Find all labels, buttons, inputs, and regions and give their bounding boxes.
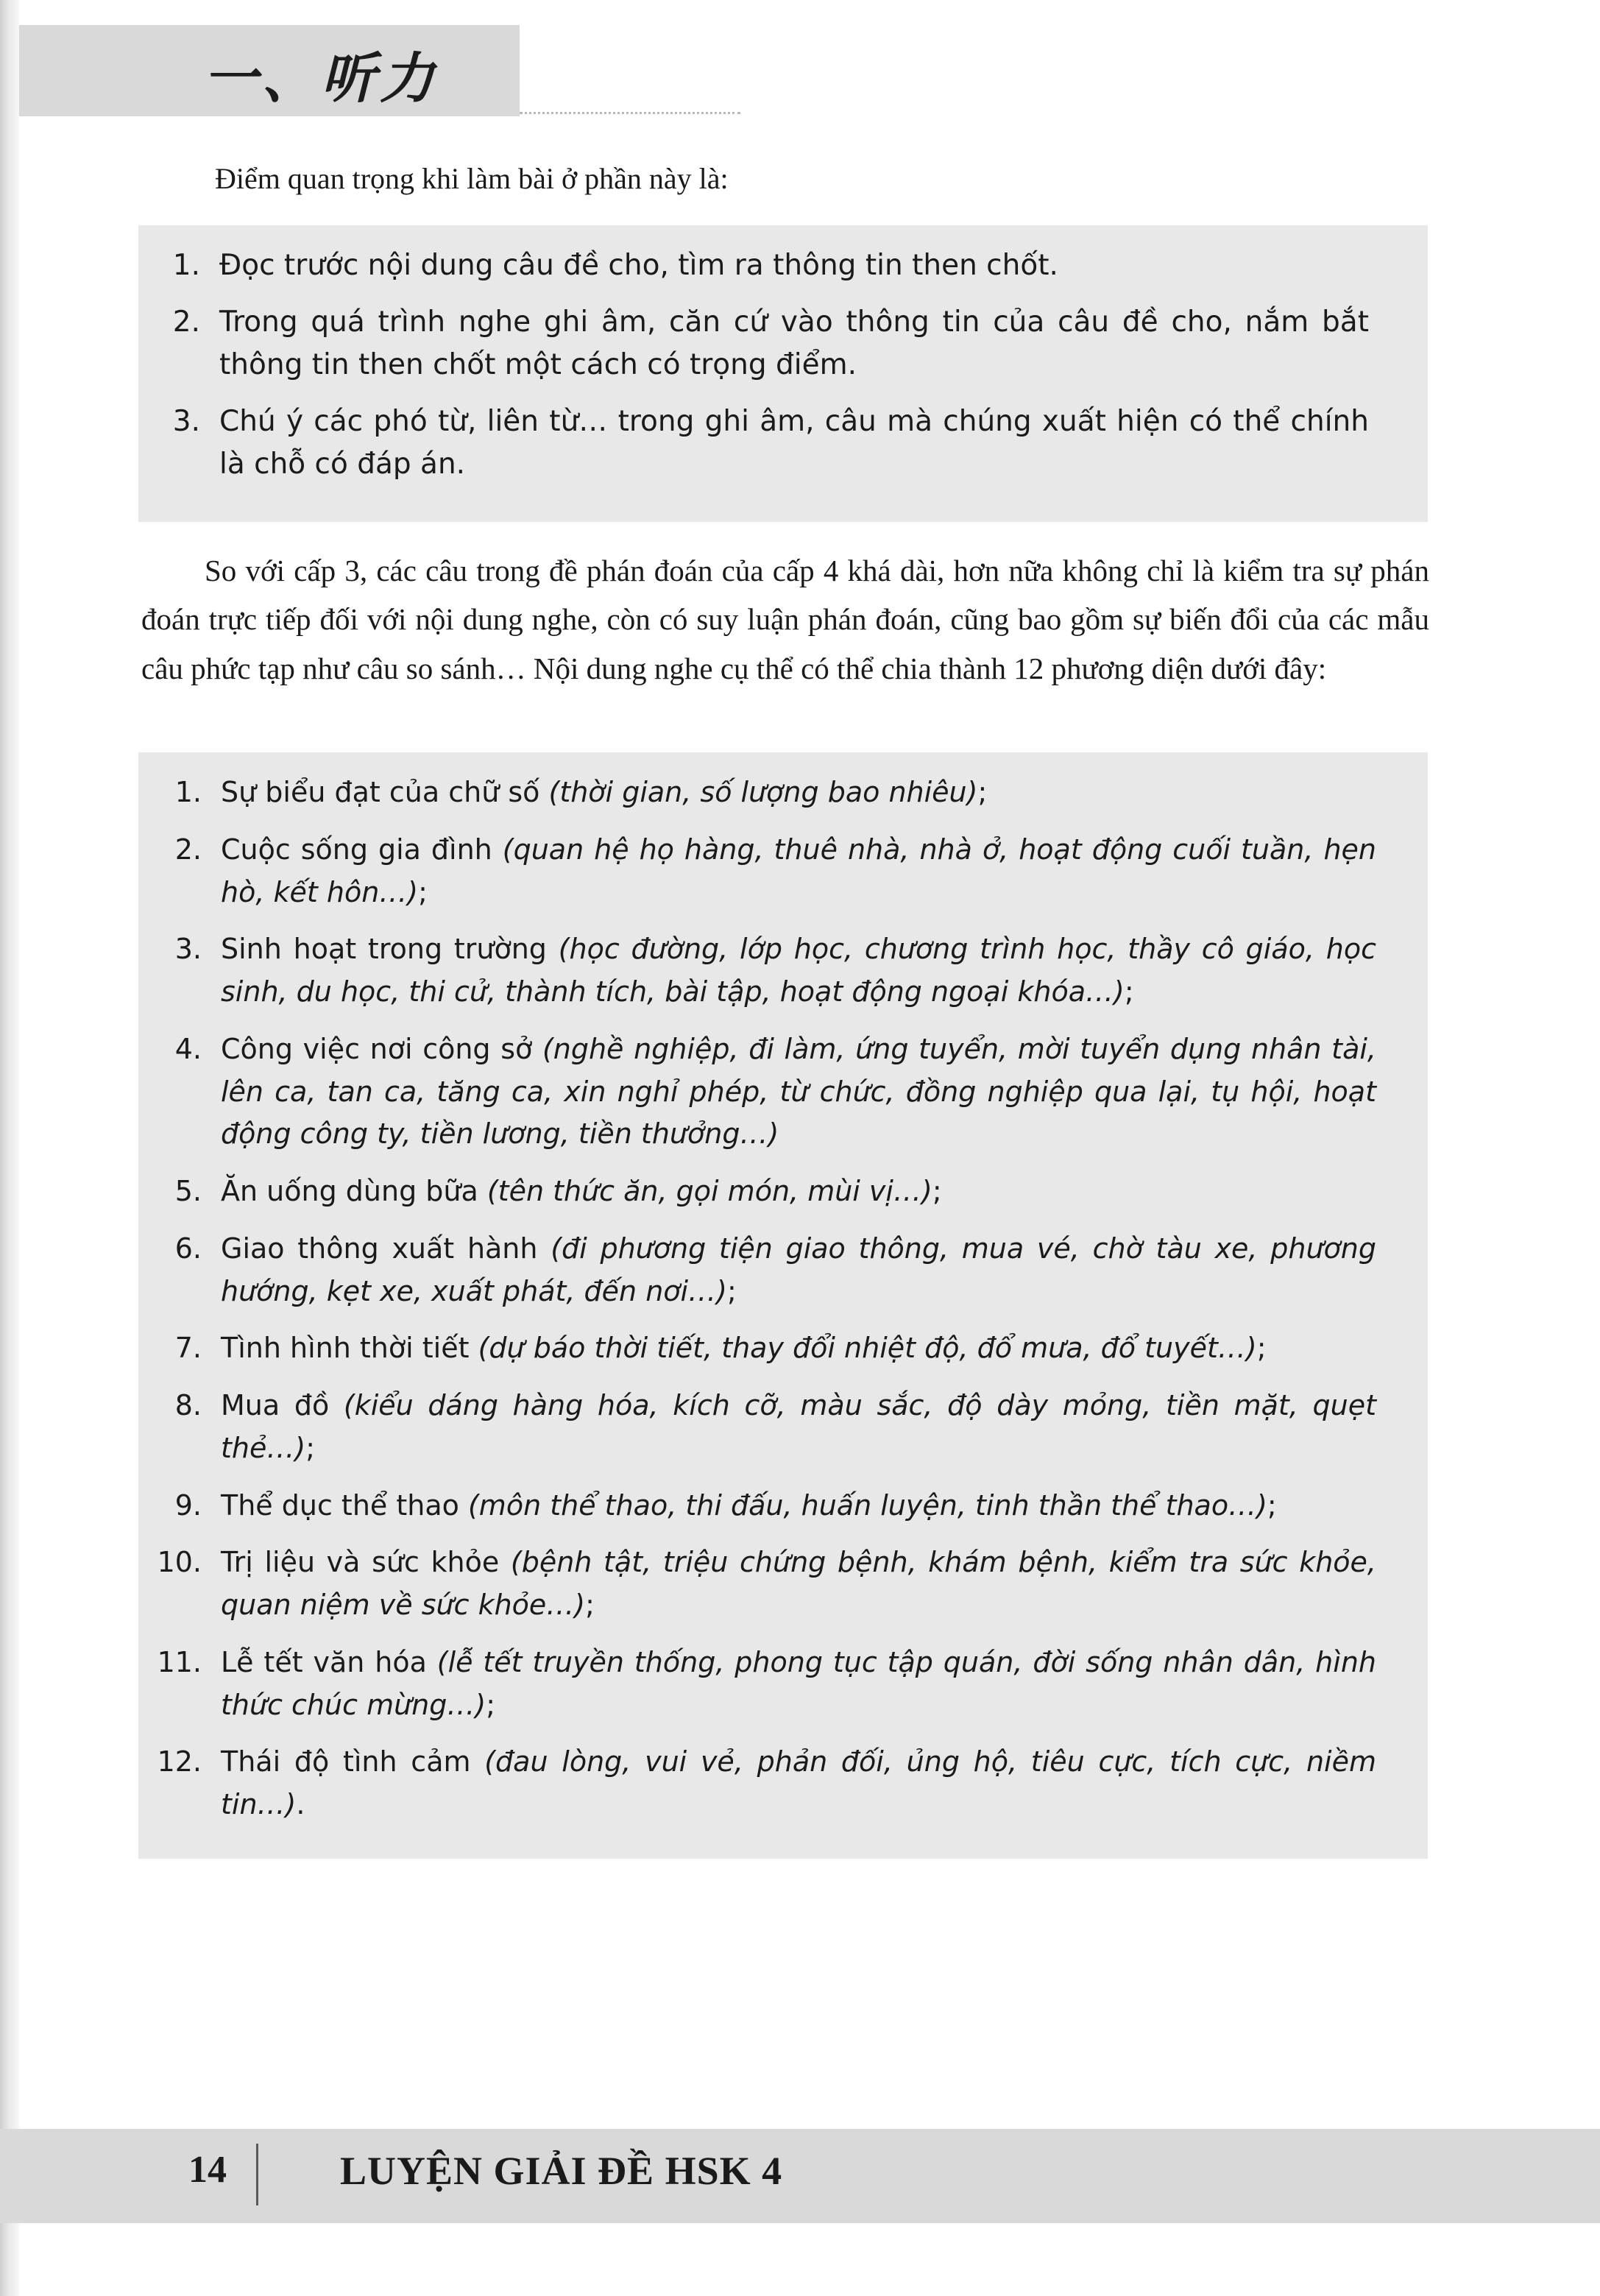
aspect-detail: (lễ tết truyền thống, phong tục tập quán, đời sống nhân dân, hình thức chúc mừng…): [221, 1645, 1376, 1721]
list-item: [138, 1642, 1428, 1727]
list-item: [138, 1170, 1428, 1213]
footer-band: [0, 2129, 1600, 2223]
aspect-terminator: ;: [977, 776, 988, 808]
list-item: [138, 1485, 1428, 1527]
list-item: [138, 301, 1428, 387]
aspect-terminator: .: [296, 1788, 305, 1820]
list-item-text: [221, 829, 1376, 914]
list-item: [138, 1741, 1428, 1826]
section-title: 一、听力: [203, 47, 439, 110]
aspect-label: Công việc nơi công sở: [221, 1032, 542, 1065]
aspect-label: Trị liệu và sức khỏe: [221, 1546, 511, 1579]
aspect-terminator: ;: [932, 1175, 942, 1207]
aspect-detail: (thời gian, số lượng bao nhiêu): [548, 776, 978, 808]
key-points-block: [138, 225, 1428, 522]
list-item-number: 12.: [157, 1745, 202, 1778]
list-item-text: [221, 1485, 1376, 1527]
aspect-label: Thái độ tình cảm: [221, 1745, 485, 1778]
list-item-text: [221, 1028, 1376, 1156]
intro-paragraph: Điểm quan trọng khi làm bài ở phần này là:: [215, 162, 729, 195]
aspect-terminator: ;: [486, 1688, 496, 1721]
list-item-number: 1.: [172, 249, 200, 282]
list-item-number: 2.: [172, 305, 200, 339]
aspect-terminator: ;: [305, 1431, 315, 1464]
body-paragraph: So với cấp 3, các câu trong đề phán đoán của cấp 4 khá dài, hơn nữa không chỉ là kiểm tra sự phán đoán trực tiếp đối với nội dung nghe, còn có suy luận phán đoán, cũng bao gồm sự biến đổi của các mẫu câu phức tạp như câu so sánh… Nội dung nghe cụ thể có thể chia thành 12 phương diện dưới đây:: [141, 554, 1429, 685]
aspect-terminator: ;: [1124, 975, 1134, 1008]
aspect-detail: (nghề nghiệp, đi làm, ứng tuyển, mời tuyển dụng nhân tài, lên ca, tan ca, tăng ca, xin nghỉ phép, từ chức, đồng nghiệp qua lại, tụ hội, hoạt động công ty, tiền lương, tiền thưởng…): [221, 1032, 1376, 1151]
header-dotted-rule: [520, 112, 740, 114]
list-item-text: [221, 1642, 1376, 1727]
list-item-number: 1.: [174, 776, 202, 808]
list-item: [138, 1327, 1428, 1370]
aspect-label: Giao thông xuất hành: [221, 1232, 551, 1265]
section-header-band: [19, 25, 520, 116]
list-item-text: [221, 928, 1376, 1014]
aspect-label: Tình hình thời tiết: [221, 1332, 478, 1365]
footer-divider: [256, 2144, 258, 2205]
aspect-terminator: ;: [1256, 1332, 1267, 1365]
aspect-terminator: ;: [1267, 1488, 1277, 1522]
page-number: 14: [188, 2149, 227, 2191]
list-item: [138, 928, 1428, 1014]
aspect-detail: (tên thức ăn, gọi món, mùi vị…): [486, 1175, 932, 1207]
list-item-number: 3.: [174, 933, 202, 966]
list-item-number: 9.: [174, 1488, 202, 1522]
aspect-detail: (quan hệ họ hàng, thuê nhà, nhà ở, hoạt động cuối tuần, hẹn hò, kết hôn…): [221, 833, 1376, 908]
list-item-text: [221, 1741, 1376, 1826]
list-item-text: [221, 1170, 1376, 1213]
list-item-number: 11.: [157, 1645, 202, 1678]
list-item-text: [221, 1385, 1376, 1470]
list-item-number: 4.: [174, 1032, 202, 1065]
list-item-text: Đọc trước nội dung câu đề cho, tìm ra thông tin then chốt.: [219, 249, 1058, 282]
list-item-number: 2.: [174, 833, 202, 866]
aspect-label: Thể dục thể thao: [221, 1488, 468, 1522]
list-item-text: Trong quá trình nghe ghi âm, căn cứ vào thông tin của câu đề cho, nắm bắt thông tin then chốt một cách có trọng điểm.: [219, 305, 1369, 381]
list-item: [138, 244, 1428, 288]
aspect-detail: (đi phương tiện giao thông, mua vé, chờ tàu xe, phương hướng, kẹt xe, xuất phát, đến nơi…): [221, 1232, 1376, 1307]
aspect-detail: (dự báo thời tiết, thay đổi nhiệt độ, đổ mưa, đổ tuyết…): [478, 1332, 1257, 1365]
aspect-terminator: ;: [418, 875, 428, 908]
aspect-terminator: ;: [585, 1589, 595, 1621]
list-item-text: [221, 1228, 1376, 1313]
aspect-label: Sự biểu đạt của chữ số: [221, 776, 549, 808]
list-item-number: 6.: [174, 1232, 202, 1265]
list-item: [138, 1228, 1428, 1313]
aspect-label: Lễ tết văn hóa: [221, 1645, 437, 1678]
list-item: [138, 400, 1428, 487]
page-edge-strip: [0, 0, 19, 2296]
aspect-detail: (kiểu dáng hàng hóa, kích cỡ, màu sắc, độ dày mỏng, tiền mặt, quẹt thẻ…): [221, 1389, 1377, 1464]
aspect-label: Ăn uống dùng bữa: [221, 1175, 487, 1207]
footer-book-title: LUYỆN GIẢI ĐỀ HSK 4: [340, 2149, 783, 2193]
list-item: [138, 1385, 1428, 1470]
aspects-block: [138, 752, 1428, 1859]
aspect-terminator: ;: [726, 1274, 737, 1307]
list-item: [138, 1541, 1428, 1627]
list-item-text: [221, 1327, 1376, 1370]
aspects-list: [138, 771, 1428, 1826]
list-item: [138, 829, 1428, 914]
list-item-number: 5.: [174, 1175, 202, 1207]
list-item-number: 10.: [157, 1546, 202, 1579]
list-item: [138, 1028, 1428, 1156]
list-item-number: 8.: [174, 1389, 202, 1421]
aspect-label: Sinh hoạt trong trường: [221, 933, 559, 966]
aspect-detail: (đau lòng, vui vẻ, phản đối, ủng hộ, tiêu cực, tích cực, niềm tin…): [221, 1745, 1376, 1820]
list-item-text: [221, 771, 1376, 814]
aspect-detail: (học đường, lớp học, chương trình học, thầy cô giáo, học sinh, du học, thi cử, thành tích, bài tập, hoạt động ngoại khóa…): [221, 933, 1376, 1008]
aspect-detail: (bệnh tật, triệu chứng bệnh, khám bệnh, kiểm tra sức khỏe, quan niệm về sức khỏe…): [221, 1546, 1376, 1621]
key-points-list: [138, 244, 1428, 487]
list-item-number: 3.: [172, 404, 200, 438]
aspect-detail: (môn thể thao, thi đấu, huấn luyện, tinh thần thể thao…): [467, 1488, 1267, 1522]
aspect-label: Mua đồ: [221, 1389, 344, 1421]
aspect-label: Cuộc sống gia đình: [221, 833, 503, 866]
list-item-text: [221, 1541, 1376, 1627]
list-item: [138, 771, 1428, 814]
list-item-text: Chú ý các phó từ, liên từ… trong ghi âm, câu mà chúng xuất hiện có thể chính là chỗ có đáp án.: [219, 404, 1369, 481]
list-item-number: 7.: [174, 1332, 202, 1365]
